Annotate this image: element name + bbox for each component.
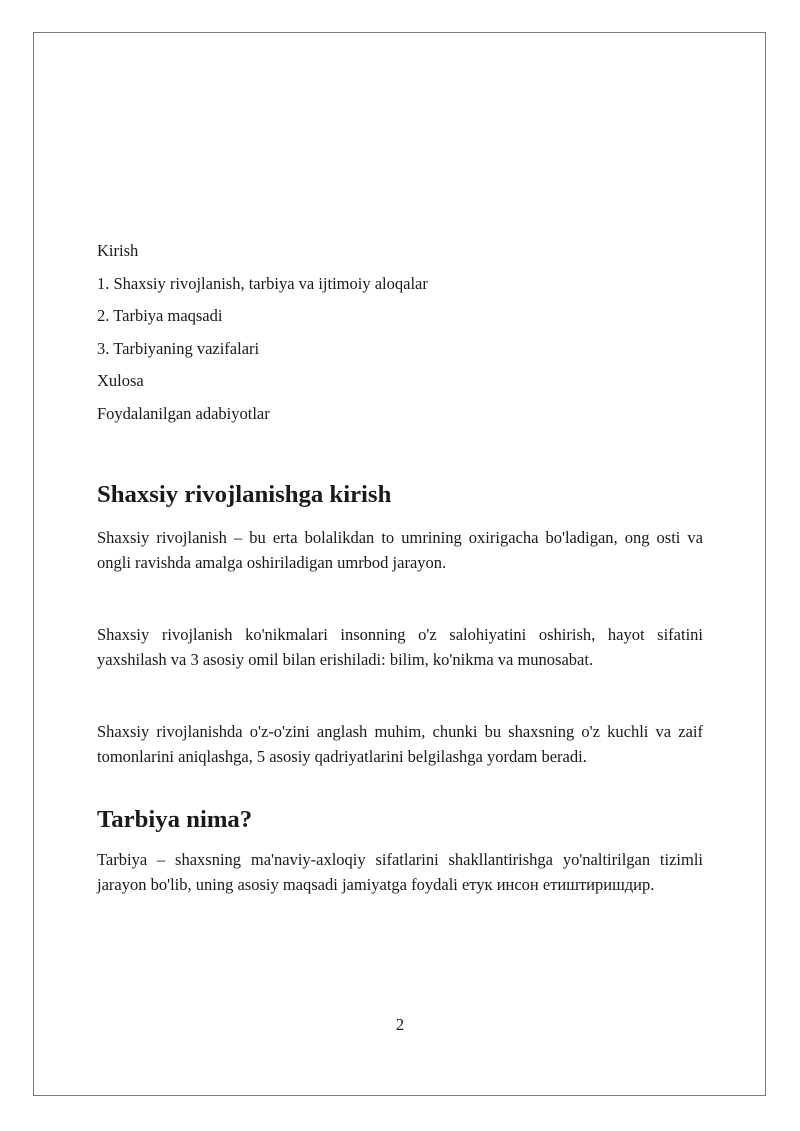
toc-item-references: Foydalanilgan adabiyotlar	[97, 403, 270, 423]
paragraph: Tarbiya – shaxsning ma'naviy-axloqiy sifatlarini shakllantirishga yo'naltirilgan tizimli jarayon bo'lib, uning asosiy maqsadi jamiyatga foydali етук инсон етиштиришдир.	[97, 849, 703, 894]
page-number: 2	[395, 1015, 405, 1034]
toc-item-3: 3. Tarbiyaning vazifalari	[97, 338, 260, 358]
paragraph: Shaxsiy rivojlanish – bu erta bolalikdan to umrining oxirigacha bo'ladigan, ong osti va ongli ravishda amalga oshiriladigan umrbod jarayon.	[97, 527, 703, 572]
toc-item-2: 2. Tarbiya maqsadi	[97, 306, 223, 325]
toc-item-1: 1. Shaxsiy rivojlanish, tarbiya va ijtimoiy aloqalar	[97, 273, 428, 293]
document-body	[97, 240, 703, 897]
table-of-contents	[97, 240, 703, 424]
section-heading-what-is-upbringing: Tarbiya nima?	[97, 805, 253, 833]
toc-item-introduction: Kirish	[97, 241, 139, 260]
paragraph: Shaxsiy rivojlanishda o'z-o'zini anglash muhim, chunki bu shaxsning o'z kuchli va zaif tomonlarini aniqlashga, 5 asosiy qadriyatlarini belgilashga yordam beradi.	[97, 721, 703, 766]
toc-item-conclusion: Xulosa	[97, 371, 144, 390]
section-heading-personal-development: Shaxsiy rivojlanishga kirish	[97, 480, 392, 508]
paragraph: Shaxsiy rivojlanish ko'nikmalari insonning o'z salohiyatini oshirish, hayot sifatini yaxshilash va 3 asosiy omil bilan erishiladi: bilim, ko'nikma va munosabat.	[97, 624, 703, 669]
